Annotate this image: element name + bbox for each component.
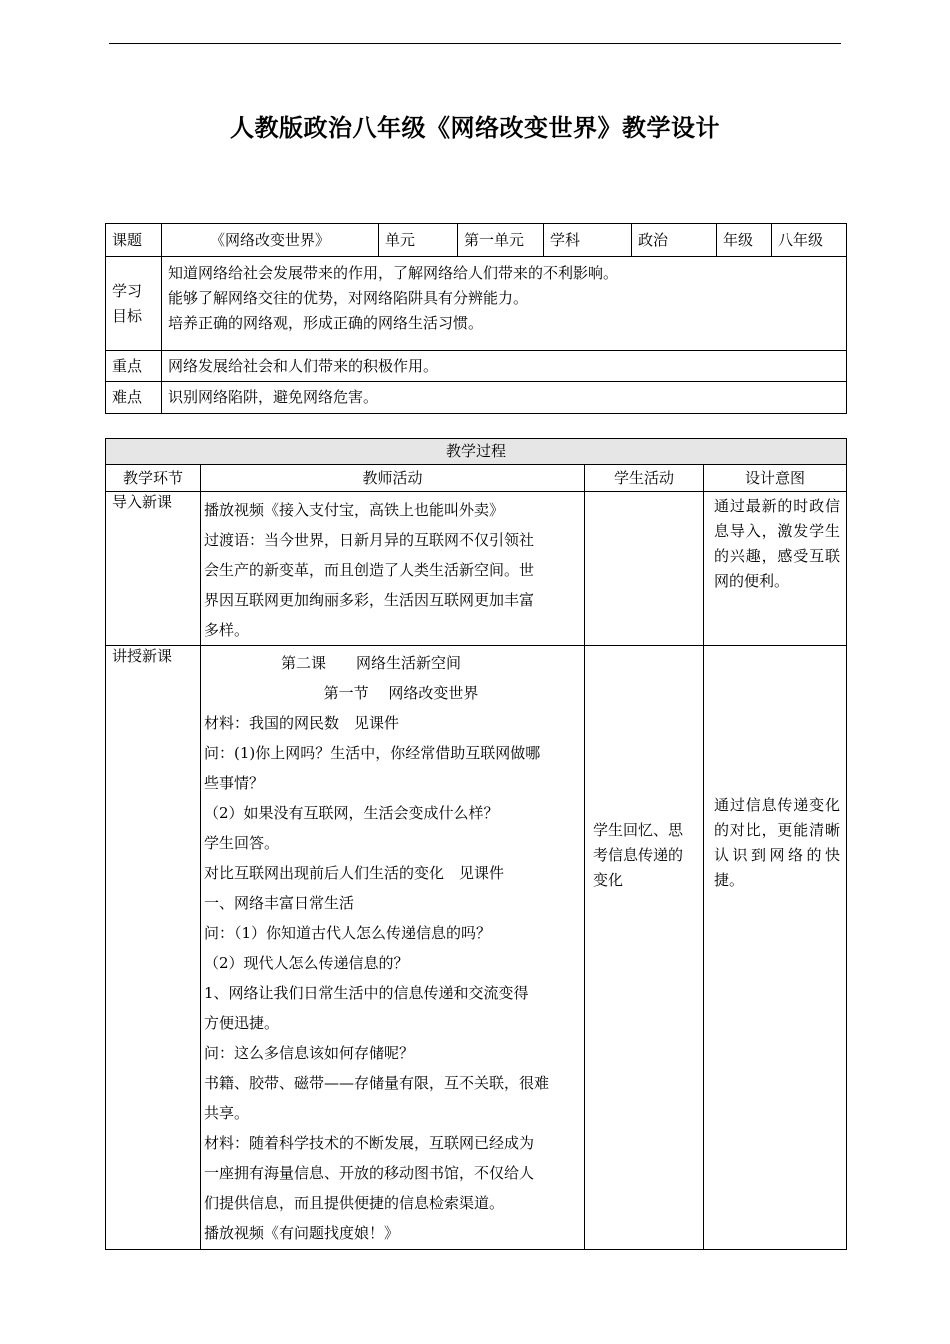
goal-item: 培养正确的网络观，形成正确的网络生活习惯。 <box>168 314 484 332</box>
difficult-point-text: 识别网络陷阱，避免网络危害。 <box>162 382 847 414</box>
student-activity-cell: 学生回忆、思考信息传递的变化 <box>585 646 704 1250</box>
key-point-label: 重点 <box>106 351 162 382</box>
goal-item: 知道网络给社会发展带来的作用，了解网络给人们带来的不利影响。 <box>168 264 619 282</box>
stage-cell: 讲授新课 <box>106 646 201 1250</box>
teacher-line: 问：(1)你上网吗？生活中，你经常借助互联网做哪 <box>204 744 541 762</box>
header-stage: 教学环节 <box>106 465 201 492</box>
grade-label: 年级 <box>717 224 772 257</box>
teacher-line: 对比互联网出现前后人们生活的变化 见课件 <box>204 864 505 882</box>
design-intent-cell: 通过信息传递变化的对比，更能清晰认识到网络的快捷。 <box>704 646 847 1250</box>
teacher-line: 材料：随着科学技术的不断发展，互联网已经成为 <box>204 1134 535 1152</box>
document-title: 人教版政治八年级《网络改变世界》教学设计 <box>230 113 720 142</box>
teacher-line: 方便迅捷。 <box>204 1014 280 1032</box>
topic-value: 《网络改变世界》 <box>162 224 379 257</box>
teacher-line: 材料：我国的网民数 见课件 <box>204 714 400 732</box>
teacher-line: 些事情？ <box>204 774 265 792</box>
teacher-line: 过渡语：当今世界，日新月异的互联网不仅引领社 <box>204 531 535 549</box>
goal-item: 能够了解网络交往的优势，对网络陷阱具有分辨能力。 <box>168 289 529 307</box>
teaching-process-table <box>105 438 847 1250</box>
topic-label: 课题 <box>106 224 162 257</box>
difficult-point-label: 难点 <box>106 382 162 414</box>
goals-content <box>162 257 847 351</box>
teacher-line: 一、网络丰富日常生活 <box>204 894 355 912</box>
subject-value: 政治 <box>632 224 717 257</box>
stage-cell: 导入新课 <box>106 492 201 646</box>
student-activity-cell <box>585 492 704 646</box>
goals-row <box>106 257 847 351</box>
teacher-line: 共享。 <box>204 1104 250 1122</box>
teacher-line: 1、网络让我们日常生活中的信息传递和交流变得 <box>204 984 529 1002</box>
header-teacher: 教师活动 <box>201 465 585 492</box>
teacher-line: 书籍、胶带、磁带——存储量有限，互不关联，很难 <box>204 1074 550 1092</box>
teacher-line: 界因互联网更加绚丽多彩，生活因互联网更加丰富 <box>204 591 535 609</box>
goals-label-line1: 学习 <box>112 281 143 300</box>
teacher-activity-cell <box>201 646 585 1250</box>
lesson-heading: 第二课 网络生活新空间 <box>280 654 461 672</box>
process-title: 教学过程 <box>106 439 847 465</box>
teacher-line: 会生产的新变革，而且创造了人类生活新空间。世 <box>204 561 535 579</box>
teacher-line: （2）如果没有互联网，生活会变成什么样？ <box>204 804 499 822</box>
teacher-line: （2）现代人怎么传递信息的？ <box>204 954 409 972</box>
header-rule <box>109 43 841 44</box>
header-student: 学生活动 <box>585 465 704 492</box>
teacher-line: 问：这么多信息该如何存储呢？ <box>204 1044 415 1062</box>
grade-value: 八年级 <box>772 224 847 257</box>
design-intent-cell: 通过最新的时政信息导入，激发学生的兴趣，感受互联网的便利。 <box>704 492 847 646</box>
teacher-line: 们提供信息，而且提供便捷的信息检索渠道。 <box>204 1194 505 1212</box>
goals-label <box>106 257 162 351</box>
unit-value: 第一单元 <box>458 224 544 257</box>
teacher-line: 一座拥有海量信息、开放的移动图书馆，不仅给人 <box>204 1164 535 1182</box>
key-point-text: 网络发展给社会和人们带来的积极作用。 <box>162 351 847 382</box>
section-heading: 第一节 网络改变世界 <box>323 684 479 702</box>
teacher-line: 播放视频《接入支付宝，高铁上也能叫外卖》 <box>204 501 505 519</box>
table-row <box>106 646 847 1250</box>
table-row <box>106 492 847 646</box>
teacher-line: 多样。 <box>204 621 250 639</box>
difficult-point-row <box>106 382 847 414</box>
unit-label: 单元 <box>379 224 458 257</box>
teacher-line: 学生回答。 <box>204 834 280 852</box>
key-point-row <box>106 351 847 382</box>
teacher-activity-cell <box>201 492 585 646</box>
header-intent: 设计意图 <box>704 465 847 492</box>
column-header-row <box>106 465 847 492</box>
process-title-row <box>106 439 847 465</box>
subject-label: 学科 <box>544 224 632 257</box>
info-row <box>106 224 847 257</box>
goals-label-line2: 目标 <box>112 306 143 325</box>
lesson-info-table <box>105 223 847 414</box>
teacher-line: 播放视频《有问题找度娘！》 <box>204 1224 400 1242</box>
teacher-line: 问：（1）你知道古代人怎么传递信息的吗？ <box>204 924 492 942</box>
